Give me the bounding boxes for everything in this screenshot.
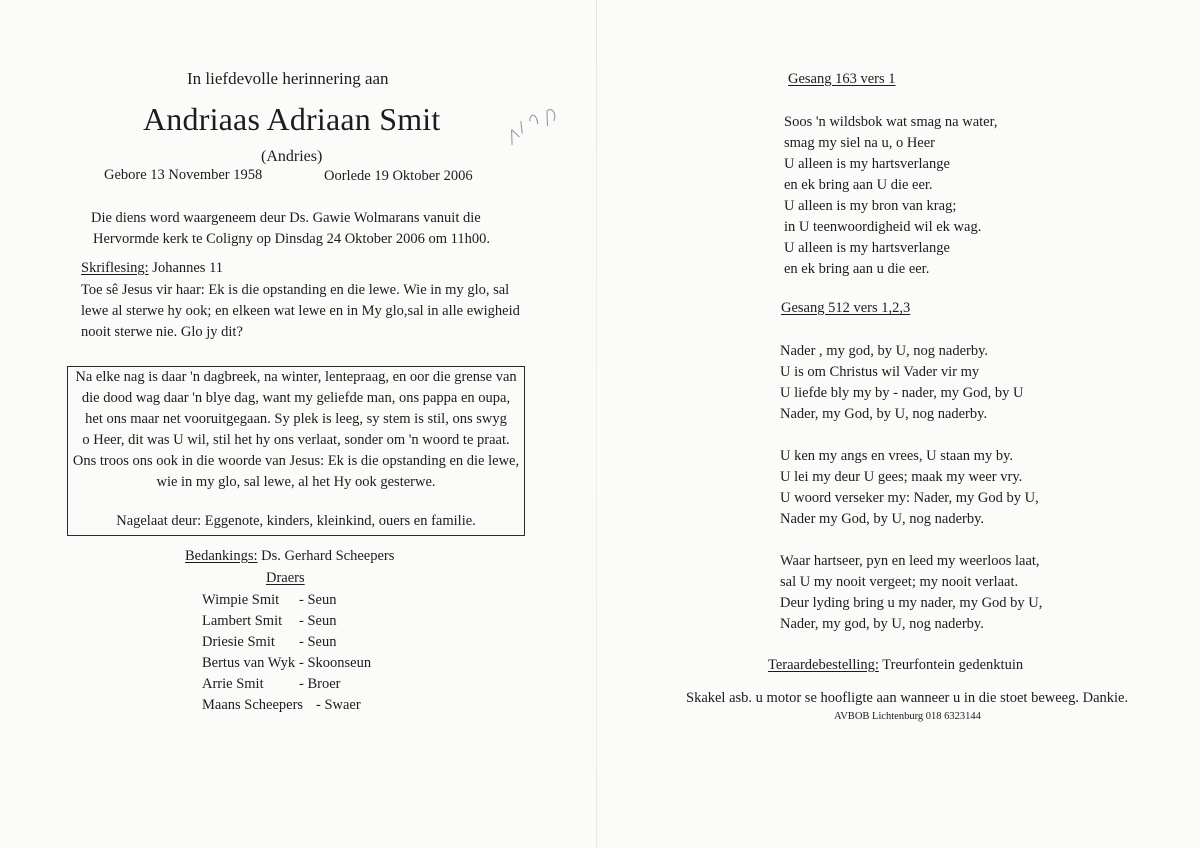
- hymn-line: Nader , my god, by U, nog naderby.: [780, 343, 989, 359]
- hymn-line: U lei my deur U gees; maak my weer vry.: [780, 469, 1023, 485]
- bearer-name: Wimpie Smit: [202, 592, 280, 608]
- reading-line: nooit sterwe nie. Glo jy dit?: [81, 324, 243, 340]
- hymn-line: en ek bring aan U die eer.: [784, 177, 933, 193]
- hymn-line: sal U my nooit vergeet; my nooit verlaat.: [780, 574, 1019, 590]
- intro-line: In liefdevolle herinnering aan: [187, 69, 389, 88]
- bearer-name: Lambert Smit: [202, 613, 283, 629]
- reading-reference: Johannes 11: [152, 260, 224, 276]
- bearer-relation: - Broer: [299, 676, 341, 692]
- hymn-line: U alleen is my hartsverlange: [784, 240, 950, 256]
- bearer-name: Arrie Smit: [202, 676, 264, 692]
- reading-label: Skriflesing:: [81, 260, 149, 276]
- hymn-line: Nader, my God, by U, nog naderby.: [780, 406, 988, 422]
- hymn-line: U ken my angs en vrees, U staan my by.: [780, 448, 1014, 464]
- hymn-line: U alleen is my bron van krag;: [784, 198, 957, 214]
- hymn2-title: Gesang 512 vers 1,2,3: [781, 300, 911, 316]
- birth-date: Gebore 13 November 1958: [104, 167, 263, 183]
- hymn-line: Soos 'n wildsbok wat smag na water,: [784, 114, 998, 130]
- thanks-value: Ds. Gerhard Scheepers: [261, 548, 395, 564]
- bearer-relation: - Skoonseun: [299, 655, 372, 671]
- hymn-line: U alleen is my hartsverlange: [784, 156, 950, 172]
- hymn-line: U is om Christus wil Vader vir my: [780, 364, 980, 380]
- burial-label: Teraardebestelling:: [768, 657, 879, 673]
- bearer-name: Maans Scheepers: [202, 697, 304, 713]
- bearers-heading: Draers: [266, 570, 305, 586]
- death-date: Oorlede 19 Oktober 2006: [324, 168, 473, 184]
- bearer-relation: - Seun: [299, 634, 337, 650]
- burial-line: [768, 657, 1023, 674]
- hymn-line: Nader, my god, by U, nog naderby.: [780, 616, 984, 632]
- hymn-line: smag my siel na u, o Heer: [784, 135, 936, 151]
- deceased-name: Andriaas Adriaan Smit: [143, 101, 441, 137]
- thanks-label: Bedankings:: [185, 548, 258, 564]
- poem-line: Ons troos ons ook in die woorde van Jesus: Ek is die opstanding en die lewe,: [72, 453, 520, 469]
- poem-line: o Heer, dit was U wil, stil het hy ons verlaat, sonder om 'n woord te praat.: [82, 432, 510, 448]
- reading-line: Toe sê Jesus vir haar: Ek is die opstanding en die lewe. Wie in my glo, sal: [81, 282, 510, 298]
- bearer-relation: - Seun: [299, 592, 337, 608]
- hymn-line: U liefde bly my by - nader, my God, by U: [780, 385, 1024, 401]
- bearer-name: Driesie Smit: [202, 634, 275, 650]
- poem-line: het ons maar net vooruitgegaan. Sy plek is leeg, sy stem is stil, ons swyg: [85, 411, 507, 427]
- bearer-relation: - Swaer: [316, 697, 361, 713]
- poem-line: wie in my glo, sal lewe, al het Hy ook gesterwe.: [156, 474, 436, 490]
- nickname: (Andries): [261, 148, 323, 165]
- undertaker: AVBOB Lichtenburg 018 6323144: [834, 711, 981, 722]
- hymn-line: Nader my God, by U, nog naderby.: [780, 511, 985, 527]
- hymn-line: en ek bring aan u die eer.: [784, 261, 930, 277]
- headlights-notice: Skakel asb. u motor se hoofligte aan wanneer u in die stoet beweeg. Dankie.: [686, 690, 1129, 706]
- hymn-line: Waar hartseer, pyn en leed my weerloos laat,: [780, 553, 1040, 569]
- hymn1-title: Gesang 163 vers 1: [788, 71, 896, 87]
- hymn-line: Deur lyding bring u my nader, my God by U,: [780, 595, 1043, 611]
- bearer-name: Bertus van Wyk: [202, 655, 296, 671]
- poem-line: Na elke nag is daar 'n dagbreek, na winter, lentepraag, en oor die grense van: [75, 369, 517, 385]
- hymn-line: U woord verseker my: Nader, my God by U,: [780, 490, 1039, 506]
- service-line: Die diens word waargeneem deur Ds. Gawie Wolmarans vanuit die: [91, 210, 481, 226]
- hymn-line: in U teenwoordigheid wil ek wag.: [784, 219, 982, 235]
- poem-line: die dood wag daar 'n blye dag, want my geliefde man, ons pappa en oupa,: [81, 390, 511, 406]
- service-line: Hervormde kerk te Coligny op Dinsdag 24 Oktober 2006 om 11h00.: [93, 231, 490, 247]
- reading-line: lewe al sterwe hy ook; en elkeen wat lewe en in My glo,sal in alle ewigheid: [81, 303, 520, 319]
- burial-value: Treurfontein gedenktuin: [882, 657, 1024, 673]
- bearer-relation: - Seun: [299, 613, 337, 629]
- survived-by: Nagelaat deur: Eggenote, kinders, kleinkind, ouers en familie.: [116, 513, 476, 529]
